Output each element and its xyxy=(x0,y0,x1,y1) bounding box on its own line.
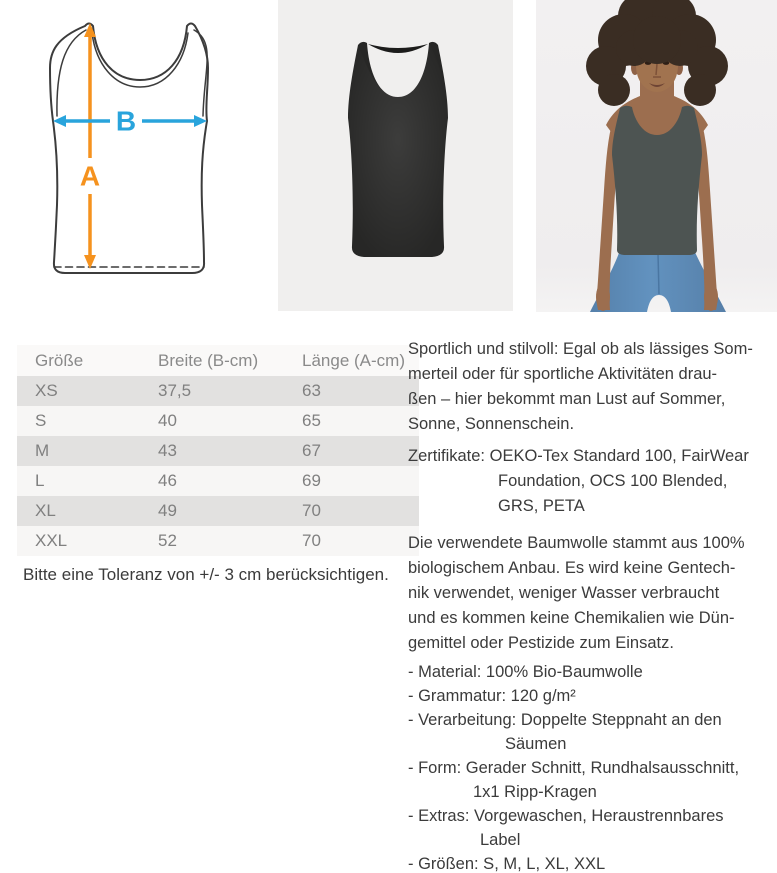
size-table-header-row xyxy=(17,345,419,376)
width-label: B xyxy=(115,105,137,137)
length-cell: 69 xyxy=(301,466,419,496)
width-col-header: Breite (B-cm) xyxy=(157,345,301,376)
spec-item: - Material: 100% Bio-Baumwolle xyxy=(408,663,643,681)
length-cell: 65 xyxy=(301,406,419,436)
size-row-xs xyxy=(17,376,419,406)
spec-item: - Form: Gerader Schnitt, Rundhalsausschnitt, xyxy=(408,759,740,777)
product-photo-black-tank-top[interactable] xyxy=(278,0,513,311)
size-table xyxy=(17,345,419,556)
size-cell: XXL xyxy=(17,526,157,556)
spec-item: - Größen: S, M, L, XL, XXL xyxy=(408,855,606,873)
description-line: merteil oder für sportliche Aktivitäten drau- xyxy=(408,365,718,383)
description-cotton xyxy=(408,531,777,656)
size-row-m xyxy=(17,436,419,466)
size-cell: XL xyxy=(17,496,157,526)
width-cell: 37,5 xyxy=(157,376,301,406)
description-line: nik verwendet, weniger Wasser verbraucht xyxy=(408,584,720,602)
size-row-l xyxy=(17,466,419,496)
width-cell: 49 xyxy=(157,496,301,526)
description-line: GRS, PETA xyxy=(498,497,585,515)
size-row-xxl xyxy=(17,526,419,556)
size-diagram-image[interactable] xyxy=(26,10,234,282)
spec-item: - Verarbeitung: Doppelte Steppnaht an den xyxy=(408,711,722,729)
size-row-xl xyxy=(17,496,419,526)
description-specs-list xyxy=(408,660,777,873)
length-label: A xyxy=(79,160,101,192)
length-cell: 63 xyxy=(301,376,419,406)
description-line: und es kommen keine Chemikalien wie Dün- xyxy=(408,609,735,627)
size-cell: L xyxy=(17,466,157,496)
size-cell: XS xyxy=(17,376,157,406)
size-cell: S xyxy=(17,406,157,436)
tank-top-outline xyxy=(50,24,208,274)
length-cell: 70 xyxy=(301,526,419,556)
length-arrow xyxy=(84,23,96,269)
size-cell: M xyxy=(17,436,157,466)
description-line: Sportlich und stilvoll: Egal ob als lässiges Som- xyxy=(408,340,753,358)
width-cell: 52 xyxy=(157,526,301,556)
spec-item: - Grammatur: 120 g/m² xyxy=(408,687,576,705)
length-cell: 67 xyxy=(301,436,419,466)
description-line: Zertifikate: OEKO-Tex Standard 100, FairWear xyxy=(408,447,749,465)
description-line: gemittel oder Pestizide zum Einsatz. xyxy=(408,634,674,652)
width-cell: 43 xyxy=(157,436,301,466)
spec-item-continuation: 1x1 Ripp-Kragen xyxy=(473,783,597,801)
width-cell: 46 xyxy=(157,466,301,496)
description-intro xyxy=(408,337,777,437)
size-row-s xyxy=(17,406,419,436)
description-line: Foundation, OCS 100 Blended, xyxy=(498,472,728,490)
tolerance-note: Bitte eine Toleranz von +/- 3 cm berücksichtigen. xyxy=(23,565,389,584)
spec-item-continuation: Label xyxy=(480,831,521,849)
model-photo-wearing-tank-top[interactable] xyxy=(536,0,777,312)
length-col-header: Länge (A-cm) xyxy=(301,345,419,376)
spec-item-continuation: Säumen xyxy=(505,735,567,753)
description-line: Sonne, Sonnenschein. xyxy=(408,415,575,433)
description-certificates xyxy=(408,444,777,519)
spec-item: - Extras: Vorgewaschen, Heraustrennbares xyxy=(408,807,724,825)
size-col-header: Größe xyxy=(17,345,157,376)
length-cell: 70 xyxy=(301,496,419,526)
description-line: ßen – hier bekommt man Lust auf Sommer, xyxy=(408,390,726,408)
description-line: biologischem Anbau. Es wird keine Gentech- xyxy=(408,559,736,577)
description-line: Die verwendete Baumwolle stammt aus 100% xyxy=(408,534,745,552)
width-cell: 40 xyxy=(157,406,301,436)
